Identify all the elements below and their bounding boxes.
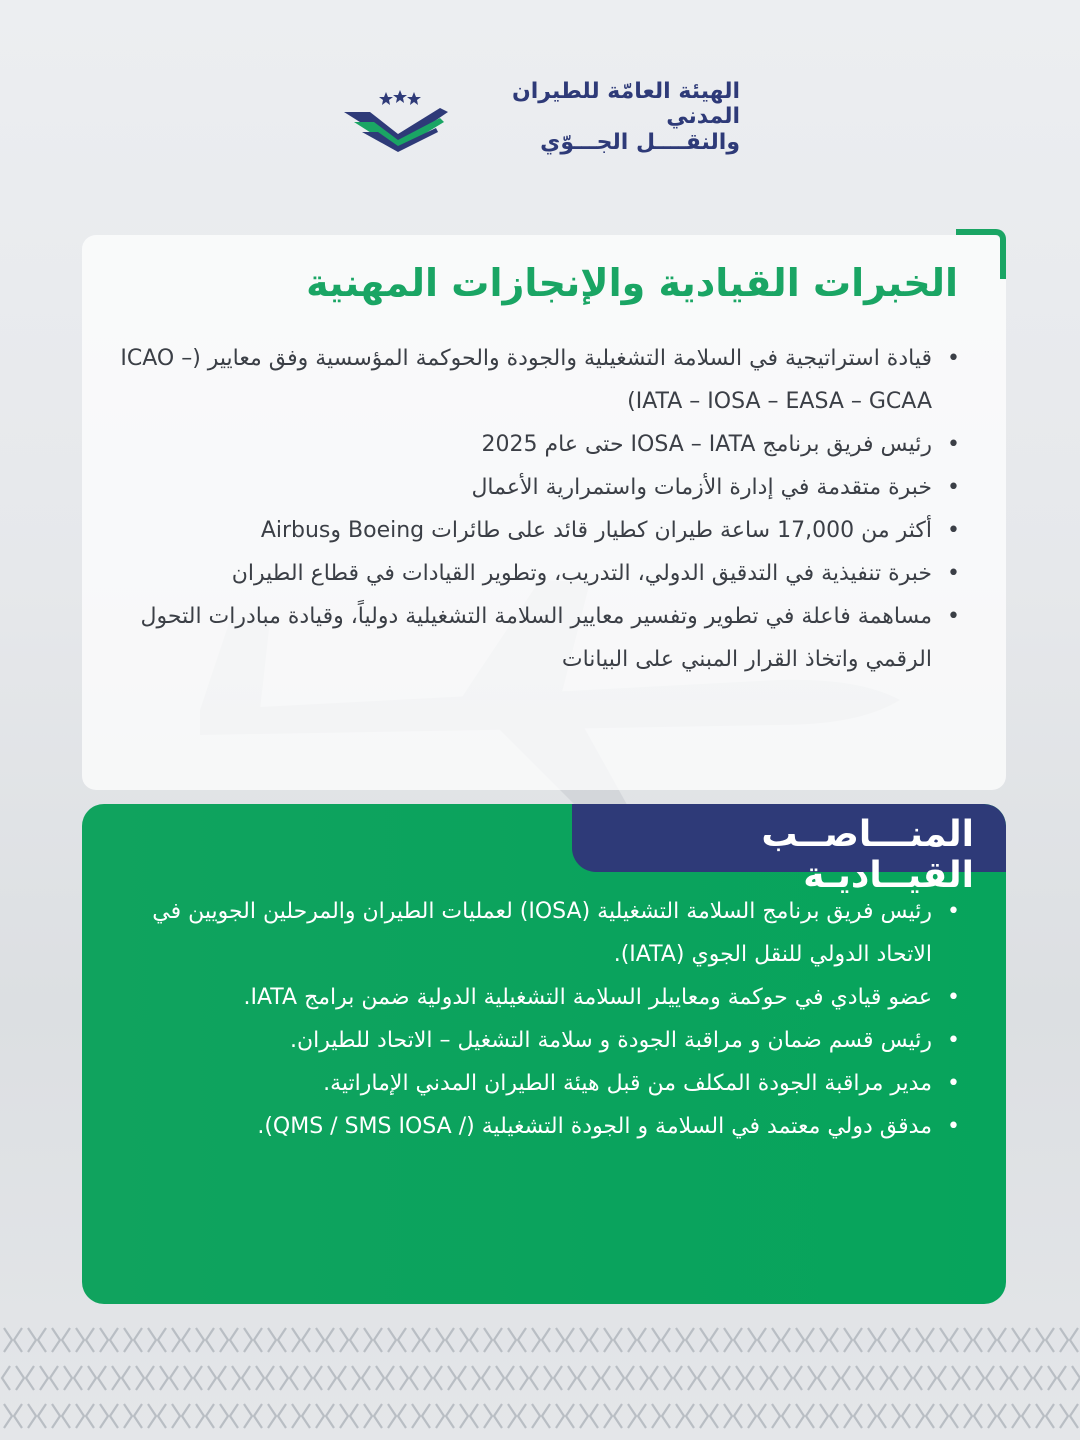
chevron-pattern-mark [770, 1366, 792, 1390]
chevron-pattern-mark [494, 1328, 516, 1352]
chevron-pattern-mark [290, 1366, 312, 1390]
position-item: • رئيس قسم ضمان و مراقبة الجودة و سلامة التشغيل – الاتحاد للطيران. [120, 1019, 950, 1062]
chevron-pattern-mark [74, 1366, 96, 1390]
experience-item: • قيادة استراتيجية في السلامة التشغيلية والجودة والحوكمة المؤسسية وفق معايير (ICAO – IATA – IOSA – EASA – GCAA) [110, 337, 950, 423]
chevron-pattern-mark [302, 1328, 324, 1352]
chevron-pattern-mark [386, 1366, 408, 1390]
chevron-pattern-mark [26, 1366, 48, 1390]
positions-title: المنـــاصــب القيــاديـة [761, 814, 974, 896]
chevron-pattern-mark [38, 1404, 60, 1428]
chevron-pattern-mark [602, 1366, 624, 1390]
chevron-pattern-mark [350, 1404, 372, 1428]
chevron-pattern-mark [878, 1328, 900, 1352]
chevron-pattern-mark [710, 1404, 732, 1428]
chevron-pattern-mark [230, 1328, 252, 1352]
chevron-pattern-mark [86, 1328, 108, 1352]
chevron-pattern-mark [194, 1366, 216, 1390]
experience-item: • خبرة تنفيذية في التدقيق الدولي، التدريب، وتطوير القيادات في قطاع الطيران [110, 552, 950, 595]
positions-title-tab [572, 804, 1006, 896]
chevron-pattern-mark [158, 1404, 180, 1428]
experience-item: • خبرة متقدمة في إدارة الأزمات واستمرارية الأعمال [110, 466, 950, 509]
chevron-pattern-mark [410, 1366, 432, 1390]
chevron-pattern-mark [686, 1328, 708, 1352]
chevron-pattern-mark [554, 1366, 576, 1390]
chevron-pattern-mark [746, 1366, 768, 1390]
experience-card [82, 235, 1006, 790]
chevron-pattern-mark [50, 1366, 72, 1390]
chevron-pattern-mark [914, 1366, 936, 1390]
chevron-pattern-mark [278, 1404, 300, 1428]
chevron-pattern-mark [0, 1328, 12, 1352]
chevron-pattern-mark [398, 1328, 420, 1352]
chevron-pattern-mark [686, 1404, 708, 1428]
chevron-pattern-mark [626, 1366, 648, 1390]
chevron-pattern-mark [170, 1366, 192, 1390]
organization-name-line1: الهيئة العامّة للطيران المدني [511, 79, 740, 130]
chevron-pattern-mark [974, 1328, 996, 1352]
chevron-pattern-mark [806, 1328, 828, 1352]
chevron-pattern-mark [458, 1366, 480, 1390]
chevron-pattern-mark [998, 1404, 1020, 1428]
chevron-pattern-mark [782, 1404, 804, 1428]
chevron-pattern-mark [1022, 1328, 1044, 1352]
chevron-pattern-mark [434, 1366, 456, 1390]
chevron-pattern-mark [206, 1328, 228, 1352]
chevron-pattern-mark [14, 1404, 36, 1428]
chevron-pattern-mark [494, 1404, 516, 1428]
chevron-pattern-mark [1070, 1328, 1080, 1352]
positions-list [120, 890, 950, 1148]
chevron-pattern-mark [62, 1328, 84, 1352]
chevron-pattern-mark [962, 1366, 984, 1390]
chevron-pattern-mark [1022, 1404, 1044, 1428]
wings-stars-emblem-icon [340, 82, 452, 152]
chevron-pattern-mark [338, 1366, 360, 1390]
chevron-pattern-mark [422, 1328, 444, 1352]
chevron-pattern-mark [230, 1404, 252, 1428]
chevron-pattern-mark [302, 1404, 324, 1428]
chevron-pattern-mark [614, 1404, 636, 1428]
chevron-pattern-mark [782, 1328, 804, 1352]
chevron-pattern-mark [506, 1366, 528, 1390]
positions-card [82, 804, 1006, 1304]
chevron-pattern-mark [146, 1366, 168, 1390]
chevron-pattern-mark [206, 1404, 228, 1428]
chevron-pattern-mark [242, 1366, 264, 1390]
chevron-pattern-mark [722, 1366, 744, 1390]
chevron-pattern-mark [710, 1328, 732, 1352]
chevron-pattern-mark [854, 1328, 876, 1352]
experience-item: • مساهمة فاعلة في تطوير وتفسير معايير السلامة التشغيلية دولياً، وقيادة مبادرات التحول الرقمي واتخاذ القرار المبني على البيانات [110, 595, 950, 681]
chevron-pattern-mark [1046, 1404, 1068, 1428]
chevron-pattern-mark [38, 1328, 60, 1352]
chevron-pattern-mark [218, 1366, 240, 1390]
chevron-pattern-mark [638, 1328, 660, 1352]
chevron-pattern-mark [674, 1366, 696, 1390]
chevron-pattern-mark [470, 1328, 492, 1352]
chevron-pattern-mark [422, 1404, 444, 1428]
chevron-pattern-mark [278, 1328, 300, 1352]
chevron-pattern-mark [662, 1404, 684, 1428]
chevron-pattern-mark [938, 1366, 960, 1390]
chevron-pattern-mark [374, 1328, 396, 1352]
chevron-pattern-mark [134, 1328, 156, 1352]
chevron-pattern-mark [110, 1404, 132, 1428]
chevron-pattern-mark [2, 1366, 24, 1390]
chevron-pattern-mark [854, 1404, 876, 1428]
chevron-pattern-mark [638, 1404, 660, 1428]
chevron-pattern-mark [662, 1328, 684, 1352]
chevron-pattern-mark [578, 1366, 600, 1390]
experience-title: الخبرات القيادية والإنجازات المهنية [306, 261, 958, 305]
chevron-pattern-mark [254, 1404, 276, 1428]
experience-item: • أكثر من 17,000 ساعة طيران كطيار قائد على طائرات Boeing وAirbus [110, 509, 950, 552]
chevron-pattern-mark [254, 1328, 276, 1352]
organization-logo [340, 79, 740, 155]
experience-item: • رئيس فريق برنامج IOSA – IATA حتى عام 2025 [110, 423, 950, 466]
chevron-pattern-mark [926, 1328, 948, 1352]
chevron-pattern-mark [950, 1404, 972, 1428]
chevron-pattern-mark [818, 1366, 840, 1390]
chevron-pattern-mark [590, 1404, 612, 1428]
organization-name-line2: والنقــــل الجـــوّي [540, 129, 740, 155]
chevron-pattern-mark [326, 1404, 348, 1428]
chevron-pattern-mark [758, 1328, 780, 1352]
organization-name [466, 79, 740, 155]
chevron-pattern-mark [998, 1328, 1020, 1352]
chevron-pattern-mark [266, 1366, 288, 1390]
chevron-pattern-mark [794, 1366, 816, 1390]
chevron-pattern-mark [698, 1366, 720, 1390]
position-item: • رئيس فريق برنامج السلامة التشغيلية (IOSA) لعمليات الطيران والمرحلين الجويين في الاتحاد الدولي للنقل الجوي (IATA). [120, 890, 950, 976]
chevron-pattern-mark [950, 1328, 972, 1352]
chevron-pattern-mark [926, 1404, 948, 1428]
chevron-pattern-mark [518, 1328, 540, 1352]
chevron-pattern-mark [542, 1404, 564, 1428]
chevron-pattern-mark [110, 1328, 132, 1352]
chevron-pattern-mark [398, 1404, 420, 1428]
decorative-chevron-pattern [0, 1322, 1080, 1440]
chevron-pattern-mark [830, 1404, 852, 1428]
chevron-pattern-mark [182, 1328, 204, 1352]
chevron-pattern-mark [590, 1328, 612, 1352]
chevron-pattern-mark [566, 1404, 588, 1428]
chevron-pattern-mark [974, 1404, 996, 1428]
chevron-pattern-mark [842, 1366, 864, 1390]
chevron-pattern-mark [314, 1366, 336, 1390]
chevron-pattern-mark [482, 1366, 504, 1390]
experience-list [110, 337, 950, 681]
chevron-pattern-mark [530, 1366, 552, 1390]
chevron-pattern-mark [98, 1366, 120, 1390]
chevron-pattern-mark [902, 1328, 924, 1352]
position-item: • مدير مراقبة الجودة المكلف من قبل هيئة الطيران المدني الإماراتية. [120, 1062, 950, 1105]
chevron-pattern-mark [122, 1366, 144, 1390]
chevron-pattern-mark [734, 1328, 756, 1352]
chevron-pattern-mark [1046, 1328, 1068, 1352]
card-corner-accent [956, 229, 1006, 279]
chevron-pattern-mark [878, 1404, 900, 1428]
chevron-pattern-mark [866, 1366, 888, 1390]
chevron-pattern-mark [758, 1404, 780, 1428]
chevron-pattern-mark [734, 1404, 756, 1428]
position-item: • مدقق دولي معتمد في السلامة و الجودة التشغيلية (/ QMS / SMS IOSA). [120, 1105, 950, 1148]
chevron-pattern-mark [1034, 1366, 1056, 1390]
chevron-pattern-mark [806, 1404, 828, 1428]
position-item: • عضو قيادي في حوكمة ومعاييلر السلامة التشغيلية الدولية ضمن برامج IATA. [120, 976, 950, 1019]
chevron-pattern-mark [542, 1328, 564, 1352]
chevron-pattern-mark [86, 1404, 108, 1428]
chevron-pattern-mark [446, 1404, 468, 1428]
chevron-pattern-mark [650, 1366, 672, 1390]
chevron-pattern-mark [182, 1404, 204, 1428]
chevron-pattern-mark [518, 1404, 540, 1428]
chevron-pattern-mark [350, 1328, 372, 1352]
chevron-pattern-mark [362, 1366, 384, 1390]
chevron-pattern-mark [1058, 1366, 1080, 1390]
chevron-pattern-mark [470, 1404, 492, 1428]
chevron-pattern-mark [890, 1366, 912, 1390]
chevron-pattern-mark [986, 1366, 1008, 1390]
chevron-pattern-mark [614, 1328, 636, 1352]
chevron-pattern-mark [0, 1404, 12, 1428]
chevron-pattern-mark [374, 1404, 396, 1428]
chevron-pattern-mark [1070, 1404, 1080, 1428]
chevron-pattern-mark [14, 1328, 36, 1352]
chevron-pattern-mark [158, 1328, 180, 1352]
chevron-pattern-mark [134, 1404, 156, 1428]
chevron-pattern-mark [1010, 1366, 1032, 1390]
chevron-pattern-mark [902, 1404, 924, 1428]
chevron-pattern-mark [326, 1328, 348, 1352]
chevron-pattern-mark [62, 1404, 84, 1428]
chevron-pattern-mark [566, 1328, 588, 1352]
chevron-pattern-mark [446, 1328, 468, 1352]
chevron-pattern-mark [830, 1328, 852, 1352]
